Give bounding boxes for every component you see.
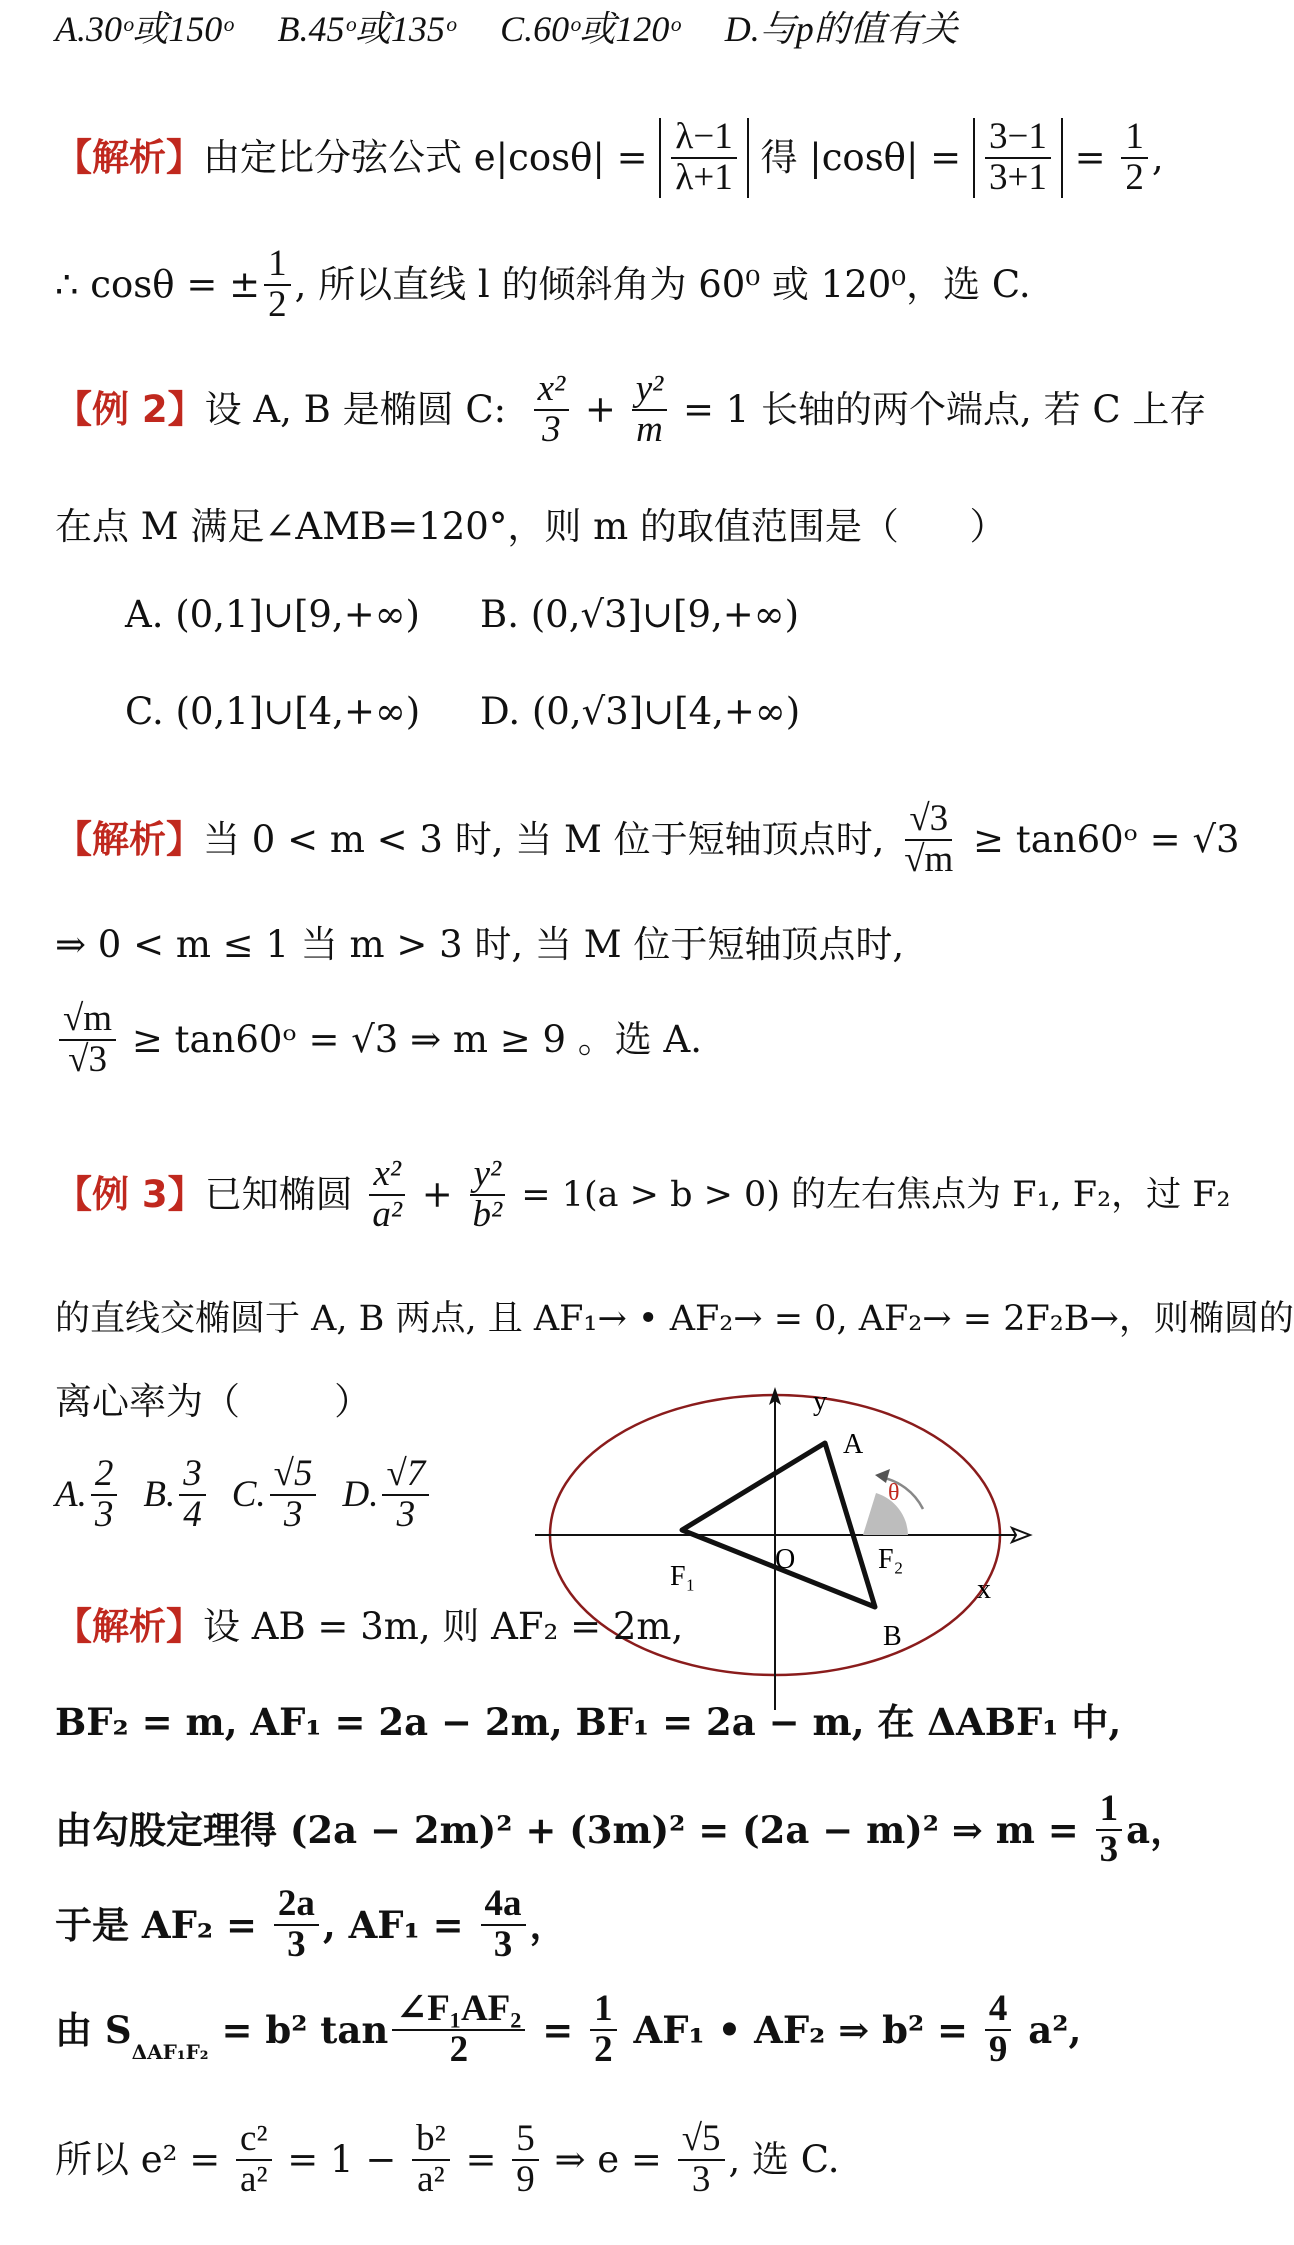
numerator: λ−1 [671, 118, 736, 159]
text: AF₁ • AF₂ ⇒ b² = [620, 2007, 981, 2052]
fraction [368, 1155, 406, 1235]
numerator: 4a [481, 1885, 526, 1926]
denominator: 3 [287, 1923, 306, 1965]
solution-3-line-6 [55, 2120, 840, 2200]
text: , AF₁ = [322, 1902, 477, 1947]
denominator: 4 [183, 1493, 202, 1535]
label-f1: F₁ [670, 1561, 696, 1592]
denominator: 3 [396, 1493, 416, 1535]
solution-2-line-2 [55, 923, 904, 967]
text: = b² tan [208, 2007, 389, 2052]
text: , 所以直线 l 的倾斜角为 60⁰ 或 120⁰，选 C. [294, 262, 1031, 306]
text: 离心率为（ ） [55, 1380, 372, 1423]
fraction [1121, 118, 1148, 198]
numerator: √5 [270, 1455, 317, 1496]
option-a-text: A. (0,1]∪[9,+∞) [125, 593, 420, 636]
fraction [91, 1455, 118, 1535]
solution-1-line-1 [55, 118, 1164, 198]
solution-3-line-2 [55, 1700, 1121, 1744]
option-a [125, 593, 420, 637]
denominator: 3 [94, 1493, 114, 1535]
example-3-options [55, 1455, 433, 1535]
numerator: y² [632, 370, 668, 411]
numerator: √3 [905, 800, 952, 841]
text: 设 A, B 是椭圆 C: [204, 387, 530, 431]
denominator: 2 [268, 283, 287, 325]
denominator: a² [372, 1193, 402, 1235]
denominator: 3 [542, 408, 561, 450]
triangle [682, 1443, 875, 1607]
numerator: √5 [678, 2120, 725, 2161]
fraction [392, 1990, 525, 2070]
text: 的直线交椭圆于 A, B 两点, 且 AF₁→ • AF₂→ = 0, AF₂→ = 2F₂B→，则椭圆的 [55, 1299, 1294, 1339]
fraction [534, 370, 570, 450]
option-c-text: C. (0,1]∪[4,+∞) [125, 690, 421, 733]
label-b: B [883, 1621, 902, 1652]
option-d-text: D. (0,√3]∪[4,+∞) [480, 690, 801, 733]
text: = 1(a > b > 0) 的左右焦点为 F₁, F₂，过 F₂ [510, 1174, 1231, 1215]
numerator: y² [470, 1155, 506, 1196]
text: = 1 − [275, 2137, 409, 2181]
numerator: 1 [264, 245, 291, 286]
option-d [480, 690, 800, 734]
label-theta: θ [888, 1480, 900, 1506]
text: 得 |cosθ| = [748, 135, 973, 179]
text: 设 AB = 3m, 则 AF₂ = 2m, [203, 1605, 684, 1648]
text: = [529, 2007, 587, 2052]
text: ≥ tan60ᵒ = √3 [961, 817, 1240, 861]
label-f2: F₂ [878, 1544, 904, 1575]
numerator: 3−1 [985, 118, 1051, 159]
text: ⇒ 0 < m ≤ 1 当 m > 3 时, 当 M 位于短轴顶点时, [55, 923, 905, 966]
text: 在点 M 满足∠AMB=120°，则 m 的取值范围是（ ） [55, 505, 1007, 548]
analysis-tag: 【解析】 [55, 1605, 203, 1648]
numerator: b² [412, 2120, 450, 2161]
solution-3-line-5 [55, 1990, 1081, 2070]
denominator: 3 [283, 1493, 303, 1535]
fraction [512, 2120, 539, 2200]
text: 于是 AF₂ = [55, 1902, 270, 1947]
fraction [678, 2120, 725, 2200]
denominator: 3 [1099, 1828, 1119, 1870]
denominator: a² [240, 2158, 268, 2200]
denominator: 9 [516, 2158, 535, 2200]
text: a², [1015, 2007, 1082, 2052]
option-b [480, 593, 799, 637]
opt-b-label: B. [143, 1473, 176, 1515]
fraction [985, 118, 1051, 198]
text: 所以 e² = [55, 2137, 233, 2181]
text: ∴ cosθ = ± [55, 262, 261, 306]
denominator: a² [417, 2158, 445, 2200]
fraction [59, 1000, 116, 1080]
denominator: 3 [493, 1923, 513, 1965]
denominator: b² [472, 1193, 503, 1235]
denominator: 3 [691, 2158, 711, 2200]
solution-1-line-2 [55, 245, 1031, 325]
numerator: x² [369, 1155, 405, 1196]
numerator: x² [534, 370, 570, 411]
text: + [573, 387, 628, 431]
numerator: 2 [91, 1455, 118, 1496]
options-line [55, 8, 958, 51]
example-tag: 【例 3】 [55, 1172, 205, 1216]
fraction [632, 370, 668, 450]
solution-3-line-4 [55, 1885, 567, 1965]
fraction [590, 1990, 617, 2070]
example-tag: 【例 2】 [55, 387, 205, 431]
fraction [179, 1455, 206, 1535]
solution-3-line-1 [55, 1605, 683, 1649]
fraction [382, 1455, 429, 1535]
denominator: √m [904, 838, 954, 880]
denominator: 2 [449, 2028, 469, 2070]
solution-2-line-1 [55, 800, 1240, 880]
text: , 选 C. [728, 2137, 840, 2181]
text: 已知椭圆 [204, 1172, 365, 1216]
numerator: 1 [1096, 1790, 1123, 1831]
numerator: c² [236, 2120, 272, 2161]
opt-d-label: D. [342, 1473, 379, 1515]
text: 当 0 < m < 3 时, 当 M 位于短轴顶点时, [203, 817, 897, 861]
text: 由勾股定理得 (2a − 2m)² + (3m)² = (2a − m)² ⇒ m = [55, 1807, 1092, 1852]
numerator: 4 [985, 1990, 1012, 2031]
fraction [1096, 1790, 1123, 1870]
options-text: A.30ᵒ或150ᵒ B.45ᵒ或135ᵒ C.60ᵒ或120ᵒ D.与p的值有关 [55, 9, 958, 49]
option-c [125, 690, 420, 734]
fraction [412, 2120, 450, 2200]
subscript: ΔAF₁F₂ [131, 2039, 209, 2064]
text: = 1 长轴的两个端点, 若 C 上存 [671, 387, 1207, 431]
denominator: 3+1 [988, 156, 1047, 198]
numerator: 1 [1121, 118, 1148, 159]
solution-3-line-3 [55, 1790, 1187, 1870]
text: ， [529, 1902, 567, 1947]
angle-wedge [863, 1493, 908, 1535]
analysis-tag: 【解析】 [55, 817, 203, 861]
example-3-line-3 [55, 1380, 371, 1424]
numerator: 5 [512, 2120, 539, 2161]
numerator: 1 [590, 1990, 617, 2031]
text: BF₂ = m, AF₁ = 2a − 2m, BF₁ = 2a − m, 在 ΔABF₁ 中, [55, 1700, 1122, 1744]
numerator: √7 [382, 1455, 429, 1496]
fraction [671, 118, 736, 198]
fraction [264, 245, 291, 325]
analysis-tag: 【解析】 [55, 135, 203, 179]
opt-c-label: C. [231, 1473, 266, 1515]
text: a， [1126, 1807, 1188, 1852]
example-2-line-1 [55, 370, 1206, 450]
text: = [1062, 135, 1118, 179]
example-3-line-2 [55, 1298, 1294, 1340]
text: 由 S [55, 2007, 132, 2052]
solution-2-line-3 [55, 1000, 702, 1080]
example-3-line-1 [55, 1155, 1231, 1235]
numerator: 2a [274, 1885, 319, 1926]
fraction [481, 1885, 526, 1965]
label-y: y [813, 1386, 827, 1417]
denominator: 2 [594, 2028, 613, 2070]
label-a: A [843, 1429, 864, 1460]
fraction [270, 1455, 317, 1535]
fraction [469, 1155, 507, 1235]
numerator: ∠F₁AF₂ [392, 1990, 525, 2031]
text: ⇒ e = [542, 2137, 674, 2181]
abs-fraction [973, 118, 1063, 198]
abs-fraction [659, 118, 748, 198]
fraction [985, 1990, 1012, 2070]
text: , [1151, 135, 1164, 179]
text: + [410, 1172, 465, 1216]
example-2-line-2 [55, 505, 1007, 549]
text: 由定比分弦公式 e|cosθ| = [203, 135, 660, 179]
fraction [236, 2120, 272, 2200]
denominator: λ+1 [675, 156, 733, 198]
ellipse-figure [530, 1385, 1040, 1715]
fraction [900, 800, 957, 880]
label-x: x [977, 1574, 991, 1605]
denominator: 9 [988, 2028, 1008, 2070]
option-b-text: B. (0,√3]∪[9,+∞) [480, 593, 799, 636]
denominator: √3 [68, 1038, 107, 1080]
opt-a-label: A. [55, 1473, 87, 1515]
numerator: √m [59, 1000, 116, 1041]
label-o: O [775, 1544, 796, 1575]
denominator: m [636, 408, 663, 450]
denominator: 2 [1125, 156, 1144, 198]
text: ≥ tan60ᵒ = √3 ⇒ m ≥ 9 。选 A. [120, 1017, 703, 1061]
text: = [453, 2137, 509, 2181]
numerator: 3 [179, 1455, 206, 1496]
fraction [274, 1885, 319, 1965]
